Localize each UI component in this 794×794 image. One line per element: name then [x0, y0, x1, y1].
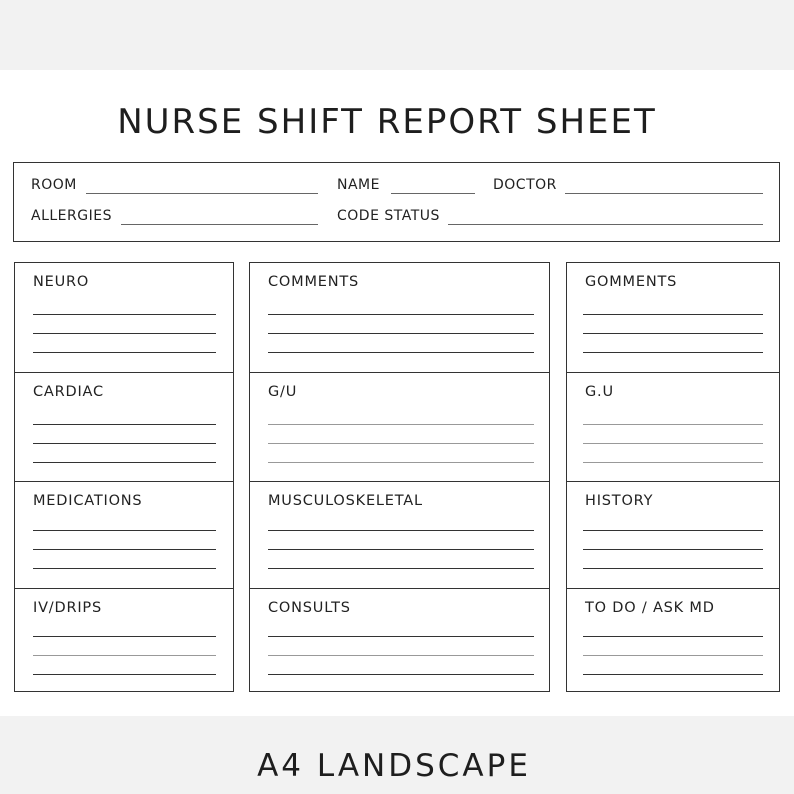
section-label: G/U [268, 384, 298, 400]
section-gu [250, 373, 549, 482]
section-label: CARDIAC [33, 384, 104, 400]
write-line[interactable] [268, 443, 534, 444]
write-line[interactable] [268, 462, 534, 463]
name-label: NAME [337, 177, 380, 193]
write-line[interactable] [33, 530, 216, 531]
write-line[interactable] [268, 530, 534, 531]
write-line[interactable] [33, 424, 216, 425]
write-line[interactable] [583, 352, 763, 353]
section-iv-drips [15, 589, 233, 691]
code-status-field[interactable] [448, 224, 763, 225]
section-label: CONSULTS [268, 600, 351, 616]
write-line[interactable] [583, 674, 763, 675]
section-medications [15, 482, 233, 589]
section-label: NEURO [33, 274, 90, 290]
write-line[interactable] [583, 314, 763, 315]
section-label: MEDICATIONS [33, 493, 143, 509]
section-g-u [567, 373, 779, 482]
section-neuro [15, 263, 233, 373]
write-line[interactable] [33, 352, 216, 353]
write-line[interactable] [268, 549, 534, 550]
section-gomments [567, 263, 779, 373]
section-history [567, 482, 779, 589]
patient-info-box [13, 162, 780, 242]
write-line[interactable] [268, 352, 534, 353]
allergies-label: ALLERGIES [31, 208, 112, 224]
write-line[interactable] [268, 636, 534, 637]
right-column [566, 262, 780, 692]
section-label: COMMENTS [268, 274, 360, 290]
write-line[interactable] [583, 636, 763, 637]
name-field[interactable] [391, 193, 475, 194]
doctor-field[interactable] [565, 193, 763, 194]
doctor-label: DOCTOR [493, 177, 557, 193]
section-consults [250, 589, 549, 691]
write-line[interactable] [583, 530, 763, 531]
write-line[interactable] [33, 333, 216, 334]
write-line[interactable] [33, 462, 216, 463]
allergies-field[interactable] [121, 224, 318, 225]
write-line[interactable] [268, 674, 534, 675]
write-line[interactable] [583, 333, 763, 334]
section-label: HISTORY [585, 493, 654, 509]
section-to-do-ask-md [567, 589, 779, 691]
write-line[interactable] [33, 314, 216, 315]
write-line[interactable] [583, 568, 763, 569]
write-line[interactable] [33, 655, 216, 656]
section-musculoskeletal [250, 482, 549, 589]
write-line[interactable] [33, 636, 216, 637]
write-line[interactable] [583, 462, 763, 463]
write-line[interactable] [583, 424, 763, 425]
room-field[interactable] [86, 193, 318, 194]
write-line[interactable] [33, 549, 216, 550]
section-label: IV/DRIPS [33, 600, 102, 616]
write-line[interactable] [268, 655, 534, 656]
write-line[interactable] [583, 549, 763, 550]
section-label: GOMMENTS [585, 274, 678, 290]
section-label: G.U [585, 384, 614, 400]
middle-column [249, 262, 550, 692]
write-line[interactable] [268, 424, 534, 425]
section-label: TO DO / ASK MD [585, 600, 715, 616]
write-line[interactable] [583, 655, 763, 656]
room-label: ROOM [31, 177, 77, 193]
section-cardiac [15, 373, 233, 482]
write-line[interactable] [268, 314, 534, 315]
format-caption: A4 LANDSCAPE [257, 748, 531, 784]
left-column [14, 262, 234, 692]
write-line[interactable] [268, 333, 534, 334]
write-line[interactable] [33, 443, 216, 444]
write-line[interactable] [33, 568, 216, 569]
write-line[interactable] [583, 443, 763, 444]
section-comments [250, 263, 549, 373]
write-line[interactable] [33, 674, 216, 675]
code-status-label: CODE STATUS [337, 208, 440, 224]
section-label: MUSCULOSKELETAL [268, 493, 423, 509]
page-title: NURSE SHIFT REPORT SHEET [117, 102, 657, 142]
write-line[interactable] [268, 568, 534, 569]
